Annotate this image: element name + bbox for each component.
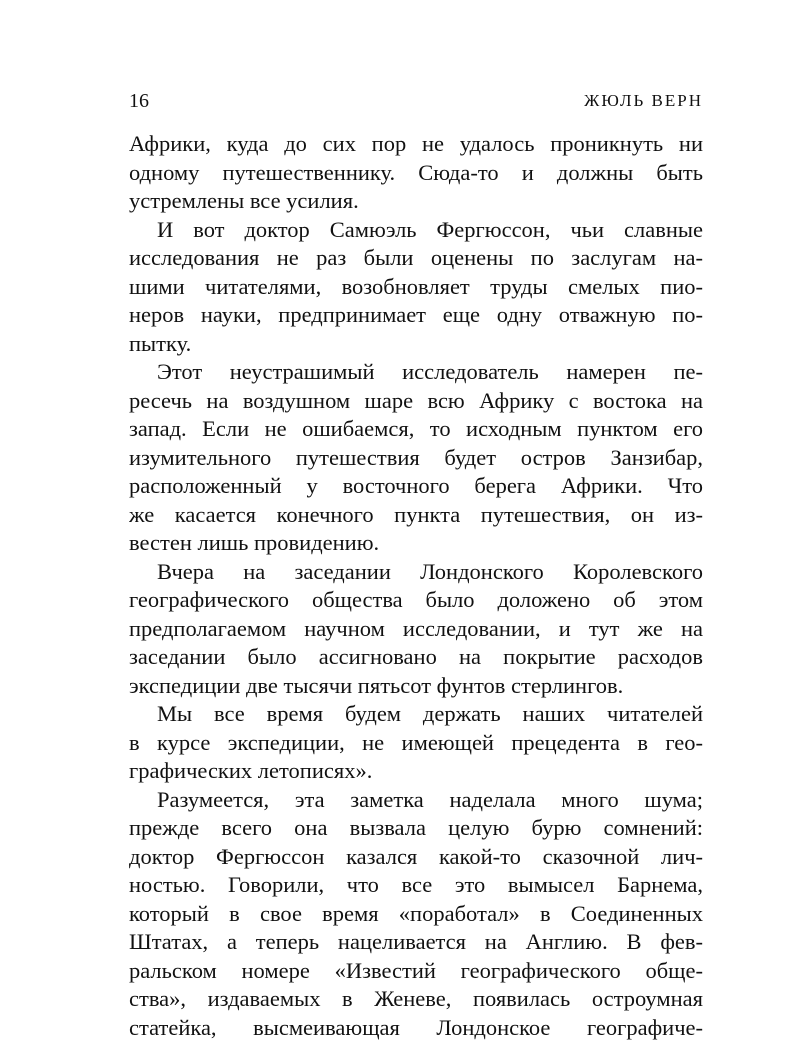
page-number: 16 [129,86,149,116]
text-line: экспедиции две тысячи пятьсот фунтов стерлингов. [129,672,703,701]
text-line: географического общества было доложено об этом [129,586,703,615]
text-line: статейка, высмеивающая Лондонское географиче- [129,1014,703,1042]
text-line: ностью. Говорили, что все это вымысел Барнема, [129,871,703,900]
text-line: заседании было ассигновано на покрытие расходов [129,643,703,672]
text-line: расположенный у восточного берега Африки. Что [129,472,703,501]
text-line: устремлены все усилия. [129,187,703,216]
text-line: который в свое время «поработал» в Соединенных [129,900,703,929]
text-line: Штатах, а теперь нацеливается на Англию. В фев- [129,928,703,957]
body-text [129,130,703,1042]
text-line: Мы все время будем держать наших читателей [129,700,703,729]
text-line: Вчера на заседании Лондонского Королевского [129,558,703,587]
text-line: Африки, куда до сих пор не удалось проникнуть ни [129,130,703,159]
running-head [129,86,703,116]
text-line: изумительного путешествия будет остров Занзибар, [129,444,703,473]
text-line: пытку. [129,330,703,359]
text-line: Разумеется, эта заметка наделала много шума; [129,786,703,815]
text-line: в курсе экспедиции, не имеющей прецедента в гео- [129,729,703,758]
text-line: неров науки, предпринимает еще одну отважную по- [129,301,703,330]
text-line: же касается конечного пункта путешествия, он из- [129,501,703,530]
text-line: прежде всего она вызвала целую бурю сомнений: [129,814,703,843]
text-line: одному путешественнику. Сюда-то и должны быть [129,159,703,188]
text-line: Этот неустрашимый исследователь намерен пе- [129,358,703,387]
text-line: запад. Если не ошибаемся, то исходным пунктом его [129,415,703,444]
text-line: ральском номере «Известий географического обще- [129,957,703,986]
text-line: ресечь на воздушном шаре всю Африку с востока на [129,387,703,416]
running-title: ЖЮЛЬ ВЕРН [584,86,703,116]
text-line: исследования не раз были оценены по заслугам на- [129,244,703,273]
text-line: вестен лишь провидению. [129,529,703,558]
text-line: доктор Фергюссон казался какой-то сказочной лич- [129,843,703,872]
text-line: графических летописях». [129,757,703,786]
text-line: И вот доктор Самюэль Фергюссон, чьи славные [129,216,703,245]
text-line: ства», издаваемых в Женеве, появилась остроумная [129,985,703,1014]
text-line: шими читателями, возобновляет труды смелых пио- [129,273,703,302]
text-line: предполагаемом научном исследовании, и тут же на [129,615,703,644]
